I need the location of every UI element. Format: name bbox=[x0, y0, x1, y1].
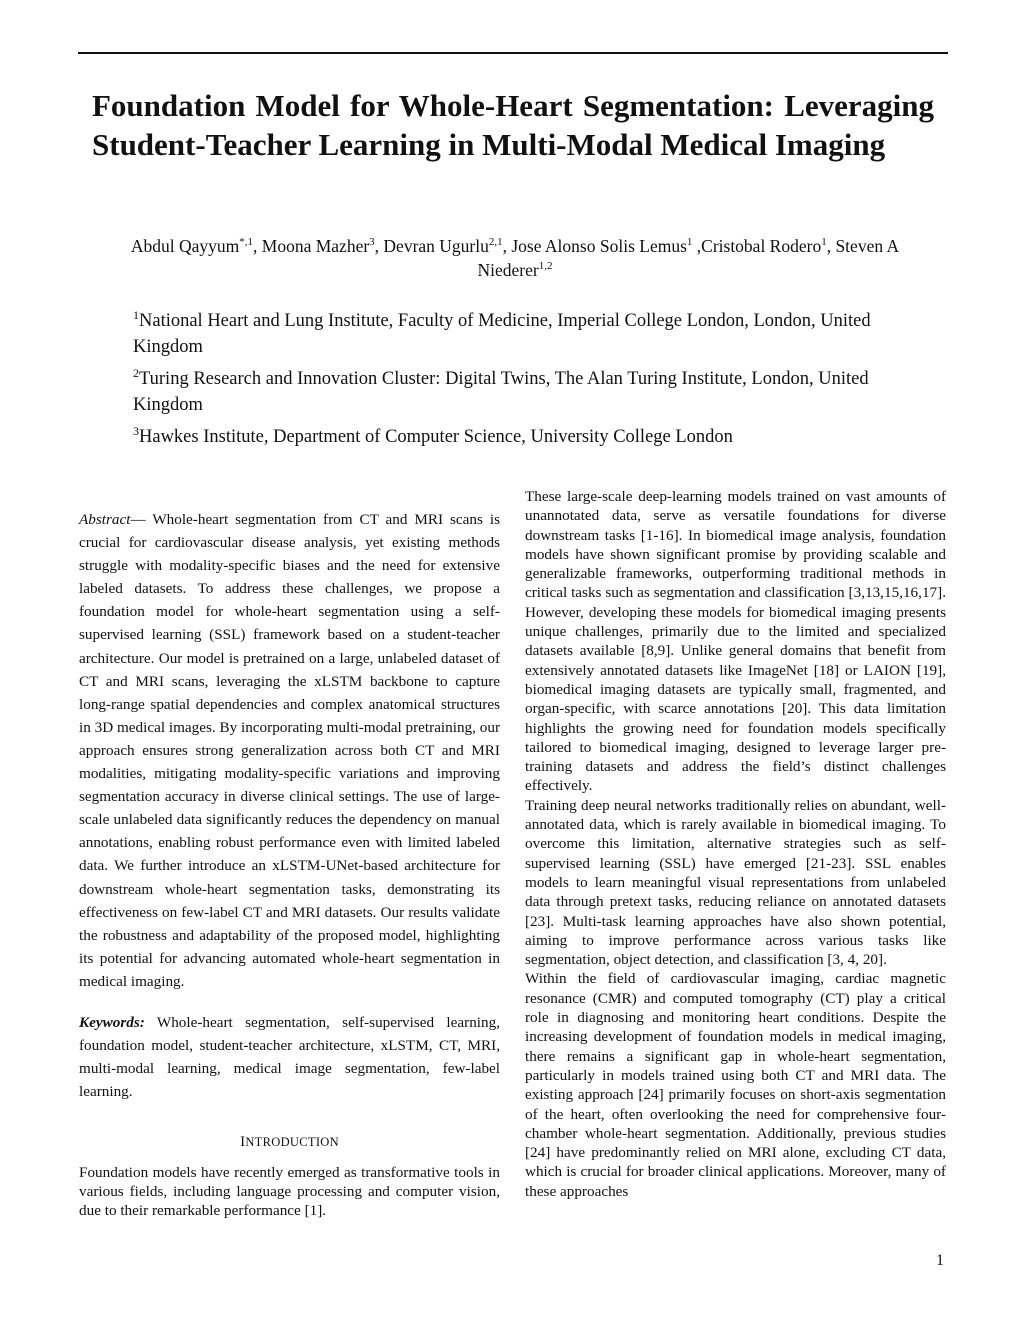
paper-title: Foundation Model for Whole-Heart Segmentation: Leveraging Student-Teacher Learning in Multi-Modal Medical Imaging bbox=[92, 88, 934, 162]
header-rule bbox=[78, 52, 948, 54]
affiliation bbox=[133, 366, 913, 418]
author-affiliation-mark: 1 bbox=[686, 236, 693, 249]
affiliation-mark: 2 bbox=[133, 365, 139, 380]
author-affiliation-mark: 3 bbox=[369, 236, 375, 249]
keywords-label: Keywords: bbox=[79, 1013, 145, 1031]
keywords bbox=[79, 1011, 500, 1103]
author-name: Moona Mazher bbox=[261, 236, 370, 256]
abstract bbox=[79, 508, 500, 993]
keywords-text: Whole-heart segmentation, self-supervised learning, foundation model, student-teacher architecture, xLSTM, CT, MRI, multi-modal learning, medical image segmentation, few-label learning. bbox=[79, 1013, 500, 1101]
abstract-label: Abstract bbox=[79, 511, 131, 528]
affiliation-text: National Heart and Lung Institute, Faculty of Medicine, Imperial College London, London, United Kingdom bbox=[133, 311, 871, 357]
page-number: 1 bbox=[936, 1252, 944, 1269]
author-separator: , bbox=[253, 236, 262, 256]
affiliation-list bbox=[133, 308, 913, 456]
abstract-dash: — bbox=[130, 511, 153, 528]
heading-rest: NTRODUCTION bbox=[245, 1135, 339, 1150]
abstract-text: Whole-heart segmentation from CT and MRI scans is crucial for cardiovascular disease analysis, yet existing methods struggle with modality-specific biases and the need for extensive labeled datasets. To address these challenges, we propose a foundation model for whole-heart segmentation using a self-supervised learning (SSL) framework based on a student-teacher architecture. Our model is pretrained on a large, unlabeled dataset of CT and MRI scans, leveraging the xLSTM backbone to capture long-range spatial dependencies and complex anatomical structures in 3D medical images. By incorporating multi-modal pretraining, our approach ensures strong generalization across both CT and MRI modalities, mitigating modality-specific variations and improving segmentation accuracy in diverse clinical settings. The use of large-scale unlabeled data significantly reduces the dependency on manual annotations, enabling robust performance even with limited labeled data. We further introduce an xLSTM-UNet-based architecture for downstream whole-heart segmentation tasks, demonstrating its effectiveness on few-label CT and MRI datasets. Our results validate the robustness and adaptability of the proposed model, highlighting its potential for advancing automated whole-heart segmentation in medical imaging. bbox=[79, 511, 500, 990]
section-heading-introduction bbox=[79, 1133, 500, 1152]
author-list bbox=[120, 234, 910, 282]
right-column bbox=[525, 487, 946, 1201]
affiliation-mark: 1 bbox=[133, 307, 139, 322]
author-separator: , bbox=[826, 236, 836, 256]
author-affiliation-mark: 1,2 bbox=[538, 260, 553, 273]
author-name: Jose Alonso Solis Lemus bbox=[511, 236, 687, 256]
intro-paragraph: Training deep neural networks traditionally relies on abundant, well-annotated data, which is rarely available in biomedical imaging. To overcome this limitation, alternative strategies such as self-supervised learning (SSL) have emerged [21-23]. SSL enables models to learn meaningful visual representations from unlabeled data through pretext tasks, reducing reliance on annotated datasets [23]. Multi-task learning approaches have also shown potential, aiming to improve performance across various tasks like segmentation, object detection, and classification [3, 4, 20]. bbox=[525, 796, 946, 969]
affiliation-text: Hawkes Institute, Department of Computer Science, University College London bbox=[139, 427, 733, 447]
author-separator: , bbox=[502, 236, 512, 256]
author-name: Cristobal Rodero bbox=[701, 236, 822, 256]
author-name: Devran Ugurlu bbox=[383, 236, 489, 256]
affiliation bbox=[133, 424, 913, 450]
author-separator: , bbox=[692, 236, 702, 256]
author-affiliation-mark: 2,1 bbox=[488, 236, 503, 249]
intro-paragraph: Within the field of cardiovascular imaging, cardiac magnetic resonance (CMR) and computed tomography (CT) play a critical role in diagnosing and monitoring heart conditions. Despite the increasing development of foundation models in medical imaging, there remains a significant gap in whole-heart segmentation, particularly in models trained using both CT and MRI data. The existing approach [24] primarily focuses on short-axis segmentation of the heart, often overlooking the need for comprehensive four-chamber whole-heart segmentation. Additionally, previous studies [24] have predominantly relied on MRI alone, excluding CT data, which is crucial for broader clinical applications. Moreover, many of these approaches bbox=[525, 970, 946, 1200]
intro-paragraph: These large-scale deep-learning models trained on vast amounts of unannotated data, serve as versatile foundations for diverse downstream tasks [1-16]. In biomedical image analysis, foundation models have shown significant promise by providing scalable and generalizable frameworks, outperforming traditional methods in critical tasks such as segmentation and classification [3,13,15,16,17]. However, developing these models for biomedical imaging presents unique challenges, primarily due to the limited and specialized datasets available [8,9]. Unlike general domains that benefit from extensively annotated datasets like ImageNet [18] or LAION [19], biomedical imaging datasets are typically small, fragmented, and organ-specific, with scarce annotations [20]. This data limitation highlights the growing need for foundation models specifically tailored to biomedical imaging, designed to leverage larger pre-training datasets and address the field’s distinct challenges effectively. bbox=[525, 488, 946, 795]
author-separator: , bbox=[374, 236, 384, 256]
author-affiliation-mark: *,1 bbox=[239, 236, 254, 249]
author-affiliation-mark: 1 bbox=[821, 236, 827, 249]
affiliation-mark: 3 bbox=[133, 423, 139, 438]
intro-paragraph: Foundation models have recently emerged as transformative tools in various fields, including language processing and computer vision, due to their remarkable performance [1]. bbox=[79, 1163, 500, 1220]
affiliation bbox=[133, 308, 913, 360]
author-name: Steven A Niederer bbox=[477, 236, 900, 280]
left-column bbox=[79, 508, 500, 1221]
author-name: Abdul Qayyum bbox=[130, 236, 240, 256]
heading-initial: I bbox=[240, 1134, 246, 1151]
affiliation-text: Turing Research and Innovation Cluster: Digital Twins, The Alan Turing Institute, London, United Kingdom bbox=[133, 369, 869, 415]
